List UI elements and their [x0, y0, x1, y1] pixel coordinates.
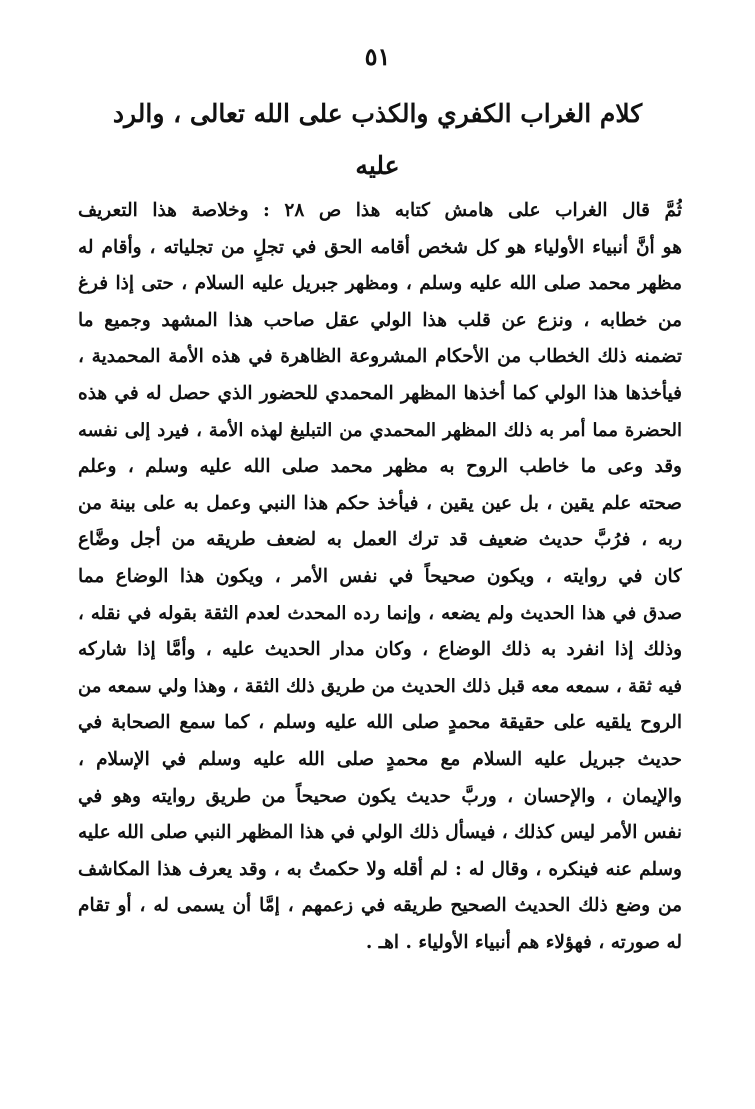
text-line: ثُمَّ قال الغراب على هامش كتابه هذا ص ٢٨ : وخلاصة هذا التعريف: [78, 200, 682, 221]
text-line: وقد وعى ما خاطب الروح به مظهر محمد صلى الله عليه وسلم ، وعلم: [78, 456, 682, 478]
text-line: من خطابه ، ونزع عن قلب هذا الولي عقل صاحب هذا المشهد وجميع ما: [78, 309, 682, 331]
text-line: صحته علم يقين ، بل عين يقين ، فيأخذ حكم هذا النبي وعمل به على بينة من: [78, 492, 682, 514]
text-line: من وضع ذلك الحديث الصحيح طريقه في زعمهم ، إمَّا أن يسمى له ، أو تقام: [78, 895, 682, 917]
text-line: صدق في هذا الحديث ولم يضعه ، وإنما رده المحدث لعدم الثقة بقوله في نقله ،: [78, 602, 682, 624]
section-title: كلام الغراب الكفري والكذب على الله تعالى ، والرد عليه: [112, 99, 643, 180]
text-line: كان في روايته ، ويكون صحيحاً في نفس الأمر ، ويكون هذا الوضاع مما: [78, 565, 682, 587]
text-line: هو أنَّ أنبياء الأولياء هو كل شخص أقامه الحق في تجلٍ من تجلياته ، وأقام له: [78, 236, 682, 258]
text-line: حديث جبريل عليه السلام مع محمدٍ صلى الله عليه وسلم في الإسلام ،: [78, 748, 682, 770]
page-number: ٥١: [364, 42, 391, 71]
text-line: ربه ، فرُبَّ حديث ضعيف قد ترك العمل به لضعف طريقه من أجل وضَّاع: [78, 529, 682, 551]
text-line: الروح يلقيه على حقيقة محمدٍ صلى الله عليه وسلم ، كما سمع الصحابة في: [78, 712, 682, 734]
text-line: والإيمان ، والإحسان ، وربَّ حديث يكون صحيحاً من طريق روايته وهو في: [78, 785, 682, 807]
text-line-last: له صورته ، فهؤلاء هم أنبياء الأولياء . اهـ .: [365, 931, 682, 953]
text-line: فيأخذها هذا الولي كما أخذها المظهر المحمدي للحضور الذي حصل له في هذه: [78, 382, 682, 404]
text-line: وسلم عنه فينكره ، وقال له : لم أقله ولا حكمتُ به ، وقد يعرف هذا المكاشف: [78, 858, 682, 880]
body-text: [78, 193, 682, 961]
text-line: مظهر محمد صلى الله عليه وسلم ، ومظهر جبريل عليه السلام ، حتى إذا فرغ: [78, 273, 682, 295]
text-line: نفس الأمر ليس كذلك ، فيسأل ذلك الولي في هذا المظهر النبي صلى الله عليه: [78, 822, 682, 844]
text-line: الحضرة مما أمر به ذلك المظهر المحمدي من التبليغ لهذه الأمة ، فيرد إلى نفسه: [78, 419, 682, 441]
text-line: وذلك إذا انفرد به ذلك الوضاع ، وكان مدار الحديث عليه ، وأمَّا إذا شاركه: [78, 639, 682, 661]
text-line: فيه ثقة ، سمعه معه قبل ذلك الحديث من طريق ذلك الثقة ، وهذا ولي سمعه من: [78, 675, 682, 697]
text-line: تضمنه ذلك الخطاب من الأحكام المشروعة الظاهرة في هذه الأمة المحمدية ،: [78, 346, 682, 368]
